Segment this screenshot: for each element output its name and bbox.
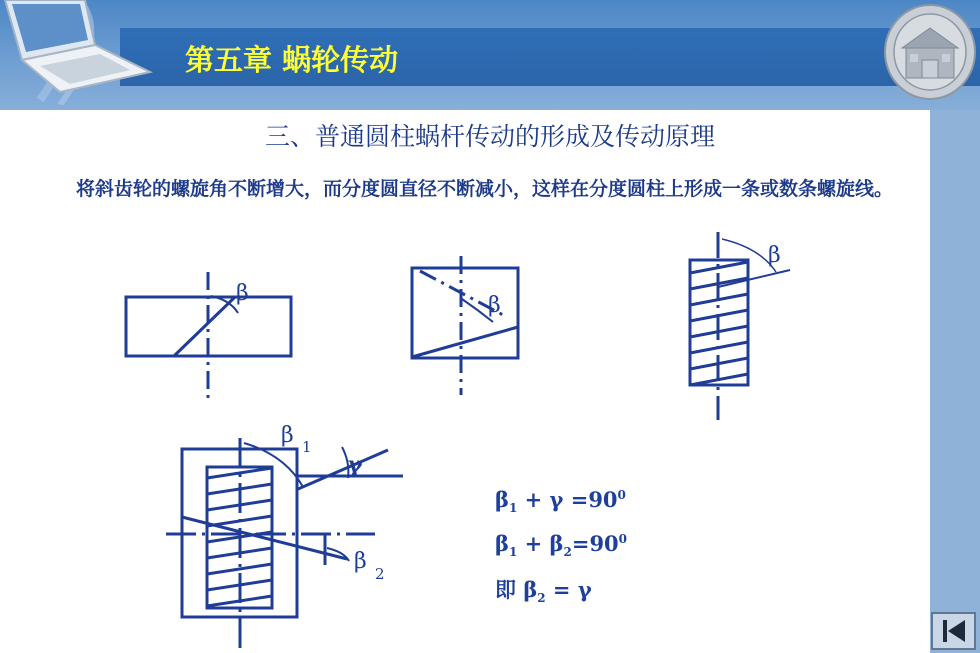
first-slide-button[interactable]: [931, 612, 976, 650]
equation-1: $\beta_1 + \gamma =90^0$: [495, 487, 626, 516]
equation-3: 即 $\beta_2 = \gamma$: [495, 577, 592, 606]
beta-label-fig1: β: [236, 281, 249, 306]
gamma-label: γ: [348, 452, 363, 478]
beta-label-fig3: β: [768, 243, 781, 268]
beta2-subscript: 2: [375, 565, 385, 583]
beta2-label: β: [354, 549, 367, 574]
beta-label-fig2: β: [488, 293, 501, 318]
first-slide-icon: [943, 620, 947, 642]
beta1-subscript: 1: [302, 438, 312, 456]
section-title: 三、普通圆柱蜗杆传动的形成及传动原理: [264, 122, 715, 151]
chapter-title: 第五章 蜗轮传动: [185, 43, 399, 77]
paragraph-text: 将斜齿轮的螺旋角不断增大，而分度圆直径不断减小，这样在分度圆柱上形成一条或数条螺旋线。: [76, 178, 894, 200]
reduced-diameter-figure: [412, 256, 518, 395]
helical-gear-figure: [126, 272, 291, 398]
beta1-label: β: [281, 423, 294, 448]
right-decorative-strip: [930, 110, 980, 653]
equation-2: $\beta_1 + \beta_2=90^0$: [495, 531, 628, 560]
worm-gear-mesh-figure: [166, 438, 403, 652]
